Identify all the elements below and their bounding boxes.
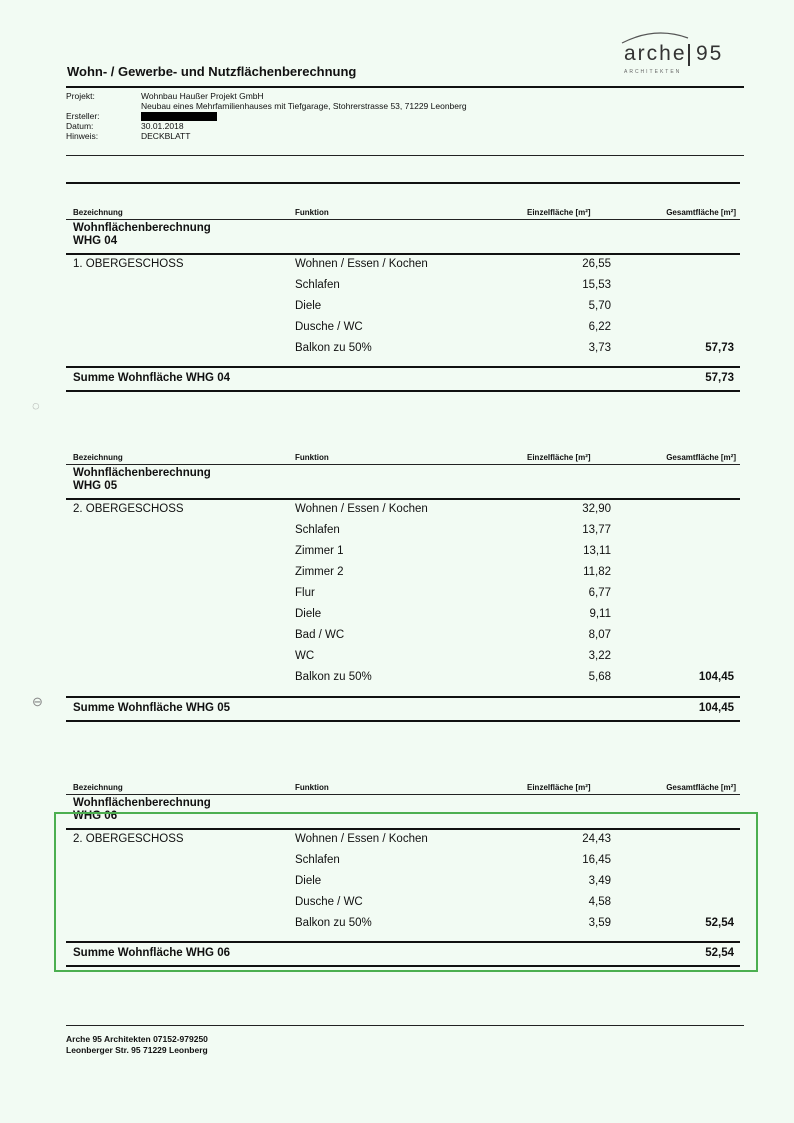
table-row: Zimmer 2 11,82	[295, 566, 611, 578]
company-logo	[598, 30, 748, 80]
datum-label: Datum:	[66, 121, 94, 131]
floor-label: 1. OBERGESCHOSS	[73, 258, 184, 270]
table-row: Diele 3,49	[295, 875, 611, 887]
col-funktion: Funktion	[295, 783, 329, 792]
title-rule	[66, 86, 744, 88]
hinweis-label: Hinweis:	[66, 131, 99, 141]
section-whg-05	[66, 453, 740, 728]
logo-subtitle: ARCHITEKTEN	[624, 69, 682, 75]
table-row: Schlafen 13,77	[295, 524, 611, 536]
margin-punch-mark: ⊖	[32, 694, 43, 709]
col-gesamtflaeche: Gesamtfläche [m²]	[666, 783, 736, 792]
col-bezeichnung: Bezeichnung	[73, 208, 123, 217]
table-row: 1. OBERGESCHOSS Wohnen / Essen / Kochen 26,55	[73, 258, 611, 270]
hinweis-value: DECKBLATT	[141, 131, 191, 141]
row-total: 57,73	[705, 342, 734, 354]
sum-value: 104,45	[698, 702, 734, 714]
margin-punch-mark: ◌	[32, 398, 40, 413]
table-row: Schlafen 16,45	[295, 854, 611, 866]
table-row: Bad / WC 8,07	[295, 629, 611, 641]
table-row: Dusche / WC 4,58	[295, 896, 611, 908]
meta-rule-2	[66, 182, 740, 184]
footer-line-1: Arche 95 Architekten 07152-979250	[66, 1034, 208, 1044]
table-row: Balkon zu 50% 5,68 104,45	[295, 671, 734, 683]
col-einzelflaeche: Einzelfläche [m²]	[527, 783, 591, 792]
footer-line-2: Leonberger Str. 95 71229 Leonberg	[66, 1045, 208, 1055]
table-row: WC 3,22	[295, 650, 611, 662]
col-funktion: Funktion	[295, 453, 329, 462]
redaction-bar	[141, 112, 217, 121]
col-gesamtflaeche: Gesamtfläche [m²]	[666, 208, 736, 217]
table-row: Diele 9,11	[295, 608, 611, 620]
table-row: Dusche / WC 6,22	[295, 321, 611, 333]
col-gesamtflaeche: Gesamtfläche [m²]	[666, 453, 736, 462]
table-row: Diele 5,70	[295, 300, 611, 312]
col-bezeichnung: Bezeichnung	[73, 783, 123, 792]
document-title: Wohn- / Gewerbe- und Nutzflächenberechnung	[67, 64, 357, 79]
section-whg-04	[66, 208, 740, 418]
table-row: Balkon zu 50% 3,73 57,73	[295, 342, 734, 354]
table-row: Schlafen 15,53	[295, 279, 611, 291]
row-total: 52,54	[705, 917, 734, 929]
col-einzelflaeche: Einzelfläche [m²]	[527, 453, 591, 462]
projekt-label: Projekt:	[66, 91, 95, 101]
logo-word: arche	[624, 42, 687, 65]
table-row: Balkon zu 50% 3,59 52,54	[295, 917, 734, 929]
logo-number: 95	[696, 42, 724, 65]
datum-value: 30.01.2018	[141, 121, 184, 131]
table-row: 2. OBERGESCHOSS Wohnen / Essen / Kochen 32,90	[73, 503, 611, 515]
sum-label: Summe Wohnfläche WHG 05	[73, 702, 230, 714]
table-row: Zimmer 1 13,11	[295, 545, 611, 557]
table-row: Flur 6,77	[295, 587, 611, 599]
projekt-line1: Wohnbau Haußer Projekt GmbH	[141, 91, 264, 101]
sum-label: Summe Wohnfläche WHG 06	[73, 947, 230, 959]
sum-value: 57,73	[705, 372, 734, 384]
meta-rule-1	[66, 155, 744, 156]
floor-label: 2. OBERGESCHOSS	[73, 503, 184, 515]
col-bezeichnung: Bezeichnung	[73, 453, 123, 462]
projekt-line2: Neubau eines Mehrfamilienhauses mit Tiefgarage, Stohrerstrasse 53, 71229 Leonberg	[141, 101, 467, 111]
footer-rule	[66, 1025, 744, 1026]
sum-label: Summe Wohnfläche WHG 04	[73, 372, 230, 384]
section-name: Wohnflächenberechnung WHG 05	[73, 467, 211, 492]
col-einzelflaeche: Einzelfläche [m²]	[527, 208, 591, 217]
logo-divider	[688, 44, 690, 66]
sum-value: 52,54	[705, 947, 734, 959]
table-row: 2. OBERGESCHOSS Wohnen / Essen / Kochen 24,43	[73, 833, 611, 845]
ersteller-label: Ersteller:	[66, 111, 100, 121]
floor-label: 2. OBERGESCHOSS	[73, 833, 184, 845]
col-funktion: Funktion	[295, 208, 329, 217]
footer	[66, 1034, 208, 1056]
section-name: Wohnflächenberechnung WHG 06	[73, 797, 211, 822]
section-name: Wohnflächenberechnung WHG 04	[73, 222, 211, 247]
highlight-box	[54, 812, 758, 972]
row-total: 104,45	[698, 671, 734, 683]
